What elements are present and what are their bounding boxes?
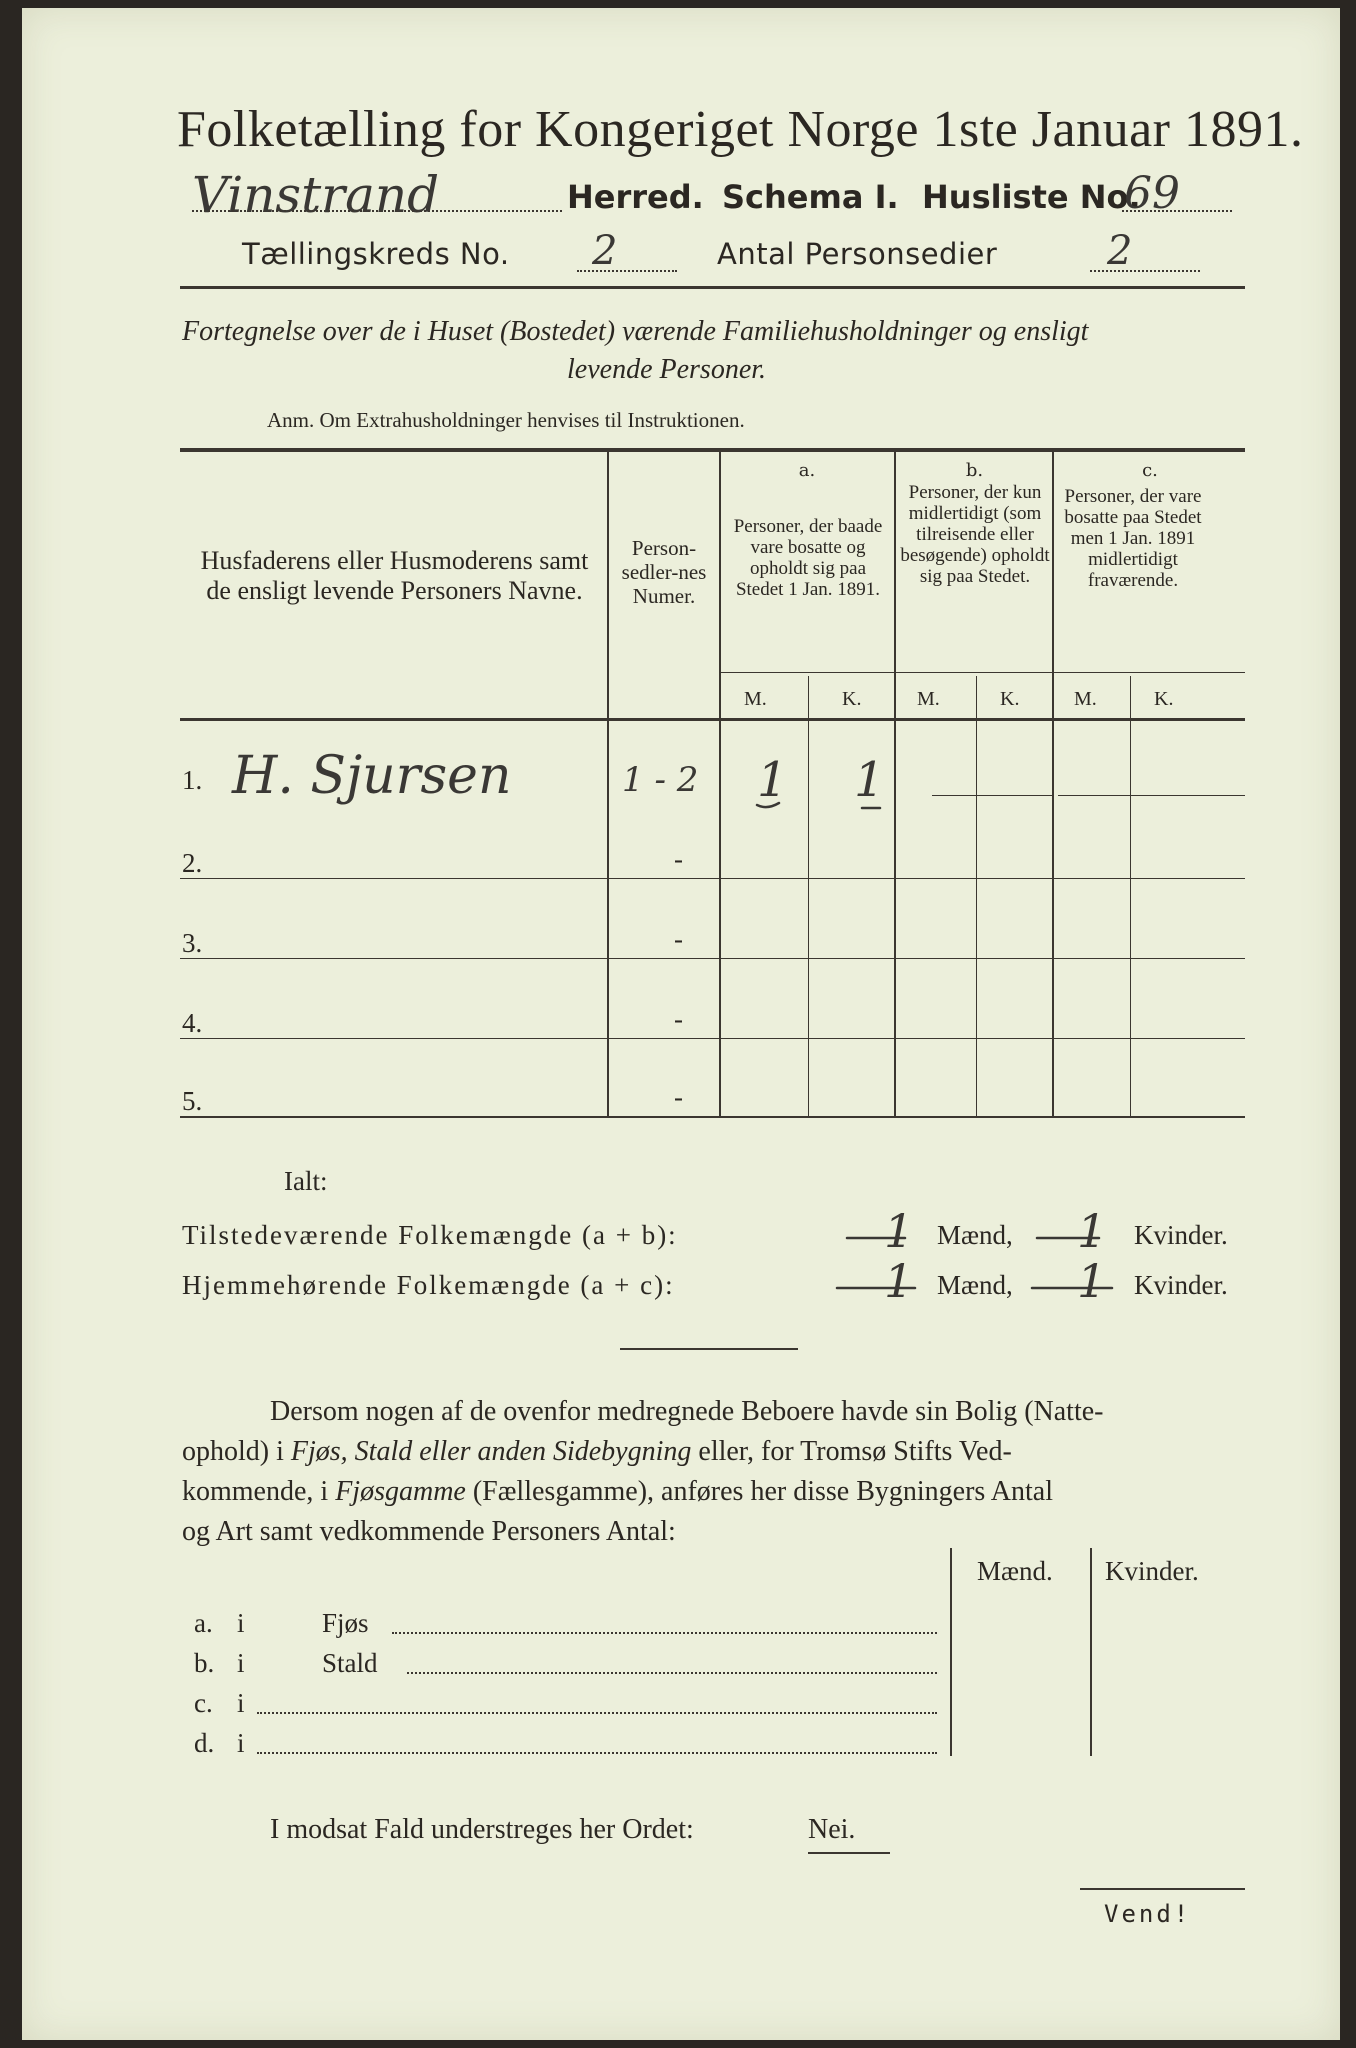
col-a-letter: a. <box>798 460 816 481</box>
tick-a-m <box>757 803 779 807</box>
bolig-line3-a: kommende, i <box>182 1476 336 1507</box>
a-k-label: K. <box>842 688 862 710</box>
row-numer: - <box>674 1082 683 1112</box>
kreds-value: 2 <box>592 228 618 274</box>
row-numer: - <box>674 1004 683 1034</box>
col-b-header: Personer, der kun midlertidigt (som tilreisende eller besøgende) opholdt sig paa Stedet. <box>900 482 1050 587</box>
tilstede-maend: Mænd, <box>937 1220 1013 1250</box>
herred-label: Herred. <box>567 178 704 216</box>
antal-label: Antal Personsedier <box>717 237 998 271</box>
anm-note: Anm. Om Extrahusholdninger henvises til Instruktionen. <box>267 408 745 432</box>
row-numer: - <box>674 844 683 874</box>
c-m-label: M. <box>1074 688 1097 710</box>
row-number: 1. <box>182 765 203 795</box>
item-letter: d. <box>194 1728 215 1758</box>
a-m-label: M. <box>744 688 767 710</box>
item-i: i <box>237 1648 245 1678</box>
item-label: Stald <box>322 1648 378 1678</box>
hjemme-k-value: 1 <box>1077 1254 1107 1308</box>
hjemme-kvinder: Kvinder. <box>1134 1270 1228 1300</box>
husliste-label: Husliste No. <box>922 178 1141 216</box>
item-letter: b. <box>194 1648 215 1678</box>
antal-value: 2 <box>1107 228 1133 274</box>
col-a-header: Personer, der baade vare bosatte og opholdt sig paa Stedet 1 Jan. 1891. <box>733 516 883 600</box>
husliste-value: 69 <box>1124 168 1180 219</box>
bolig-line3-b: Fjøsgamme <box>335 1476 466 1507</box>
ialt-label: Ialt: <box>284 1166 328 1196</box>
row-number: 3. <box>182 928 203 958</box>
item-letter: c. <box>194 1688 213 1718</box>
row-name: H. Sjursen <box>232 746 512 806</box>
census-form-page <box>22 8 1340 2040</box>
row-a-k: 1 <box>854 752 885 808</box>
row-numer: - <box>674 924 683 954</box>
bolig-line2-a: ophold) i <box>182 1436 291 1467</box>
vend-label: Vend! <box>1104 1900 1192 1928</box>
row-number: 5. <box>182 1086 203 1116</box>
bolig-line3-c: (Fællesgamme), anføres her disse Bygningers Antal <box>465 1476 1053 1507</box>
tilstede-k-value: 1 <box>1077 1204 1107 1258</box>
item-i: i <box>237 1728 245 1758</box>
c-k-label: K. <box>1154 688 1174 710</box>
item-i: i <box>237 1688 245 1718</box>
item-label: Fjøs <box>322 1608 369 1638</box>
bolig-line2-b: Fjøs, Stald eller anden Sidebygning <box>290 1436 692 1467</box>
col-c-header: Personer, der vare bosatte paa Stedet men 1 Jan. 1891 midlertidigt fraværende. <box>1064 486 1202 591</box>
hjemme-label: Hjemmehørende Folkemængde (a + c): <box>182 1270 675 1300</box>
handwriting-marks <box>22 8 1340 2040</box>
col-c-letter: c. <box>1142 460 1158 481</box>
bolig-line2-c: eller, for Tromsø Stifts Ved- <box>691 1436 1012 1467</box>
col-numer-header: Person-sedler-nes Numer. <box>621 536 707 608</box>
bolig-para-line4: og Art samt vedkommende Personers Antal: <box>182 1516 676 1547</box>
row-a-m: 1 <box>757 752 788 808</box>
kreds-label: Tællingskreds No. <box>242 237 510 271</box>
hjemme-maend: Mænd, <box>937 1270 1013 1300</box>
bolig-col-kvinder: Kvinder. <box>1105 1556 1199 1586</box>
row-number: 4. <box>182 1008 203 1038</box>
intro-line1: Fortegnelse over de i Huset (Bostedet) værende Familiehusholdninger og ensligt <box>182 316 1089 347</box>
form-title: Folketælling for Kongeriget Norge 1ste Januar 1891. <box>177 101 1304 158</box>
bolig-para-line1: Dersom nogen af de ovenfor medregnede Beboere havde sin Bolig (Natte- <box>270 1396 1104 1427</box>
tilstede-label: Tilstedeværende Folkemængde (a + b): <box>182 1220 678 1250</box>
intro-line2: levende Personer. <box>567 354 767 385</box>
tilstede-m-value: 1 <box>884 1204 914 1258</box>
hjemme-m-value: 1 <box>884 1254 914 1308</box>
col-b-letter: b. <box>965 460 984 481</box>
modsat-label: I modsat Fald understreges her Ordet: <box>270 1814 694 1845</box>
row-numer: 1 - 2 <box>622 760 699 800</box>
schema-label: Schema I. <box>722 178 899 216</box>
row-number: 2. <box>182 848 203 878</box>
b-m-label: M. <box>917 688 940 710</box>
item-letter: a. <box>194 1608 213 1638</box>
bolig-col-maend: Mænd. <box>977 1556 1053 1586</box>
b-k-label: K. <box>1000 688 1020 710</box>
modsat-word: Nei. <box>808 1814 856 1845</box>
tilstede-kvinder: Kvinder. <box>1134 1220 1228 1250</box>
col-names-header: Husfaderens eller Husmoderens samt de ensligt levende Personers Navne. <box>200 546 589 605</box>
herred-value: Vinstrand <box>192 166 440 224</box>
item-i: i <box>237 1608 245 1638</box>
